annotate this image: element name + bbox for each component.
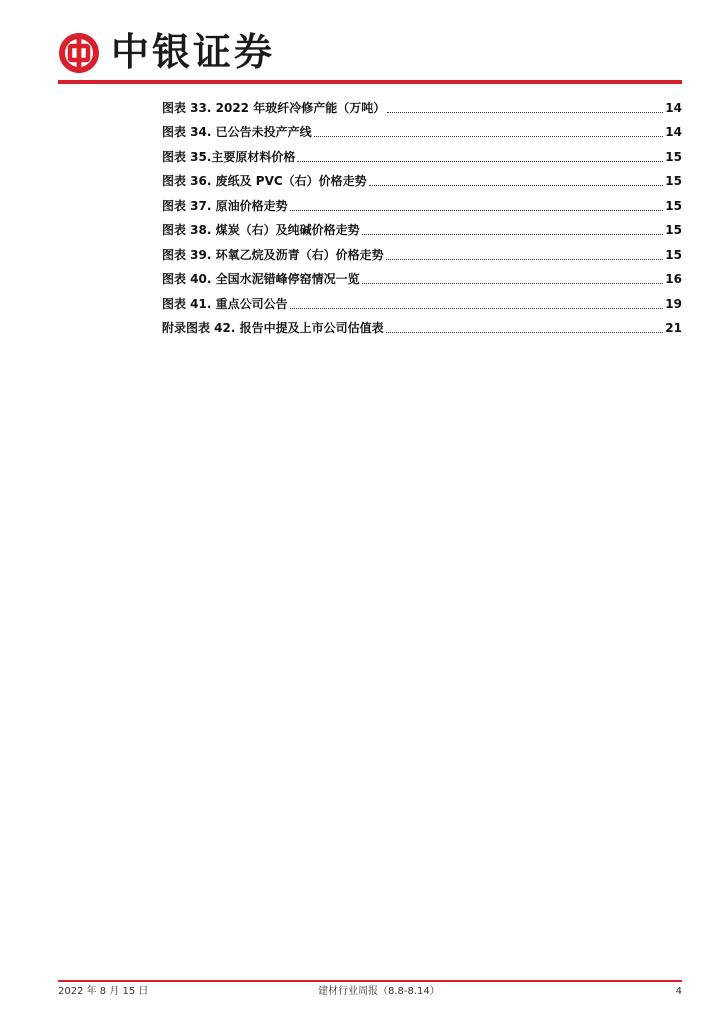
footer-report-title: 建材行业周报（8.8-8.14） <box>318 986 440 997</box>
toc-dot-leader <box>290 296 664 312</box>
toc-entry-page: 14 <box>665 125 682 139</box>
company-logo-text: 中银证券 <box>111 29 276 74</box>
toc-entry-title: 图表 37. 原油价格走势 <box>162 198 288 213</box>
toc-entry-title: 图表 38. 煤炭（右）及纯碱价格走势 <box>162 223 360 237</box>
toc-entry-title: 图表 33. 2022 年玻纤冷修产能（万吨） <box>162 100 386 115</box>
toc-entry[interactable] <box>162 165 682 190</box>
header-divider <box>58 80 682 84</box>
toc-dot-leader <box>314 124 664 140</box>
toc-entry-page: 19 <box>665 296 682 311</box>
toc-dot-leader <box>386 247 664 263</box>
toc-entry[interactable] <box>162 238 682 263</box>
toc-entry-page: 15 <box>665 198 682 213</box>
toc-entry-title: 图表 39. 环氧乙烷及沥青（右）价格走势 <box>162 247 384 262</box>
toc-entry-page: 15 <box>665 223 682 237</box>
toc-dot-leader <box>386 320 664 336</box>
footer-divider <box>58 980 682 982</box>
toc-entry[interactable] <box>162 263 682 288</box>
toc-entry[interactable] <box>162 189 682 214</box>
toc-entry-title: 附录图表 42. 报告中提及上市公司估值表 <box>162 321 384 335</box>
toc-dot-leader <box>362 222 664 238</box>
toc-entry-page: 16 <box>665 272 682 286</box>
toc-dot-leader <box>297 149 663 165</box>
toc-entry-page: 15 <box>665 247 682 262</box>
toc-entry[interactable] <box>162 140 682 165</box>
toc-entry-title: 图表 41. 重点公司公告 <box>162 296 288 311</box>
table-of-figures <box>162 91 682 336</box>
toc-entry[interactable] <box>162 214 682 239</box>
page-header <box>0 0 724 84</box>
bank-of-china-logo-icon <box>58 32 100 74</box>
toc-entry[interactable] <box>162 91 682 116</box>
toc-entry-title: 图表 40. 全国水泥错峰停窑情况一览 <box>162 272 360 286</box>
toc-entry[interactable] <box>162 116 682 141</box>
toc-dot-leader <box>290 198 664 214</box>
footer-date: 2022 年 8 月 15 日 <box>58 986 149 997</box>
toc-entry-page: 15 <box>665 149 682 164</box>
toc-entry[interactable] <box>162 287 682 312</box>
toc-entry-title: 图表 34. 已公告未投产产线 <box>162 125 312 139</box>
toc-dot-leader <box>387 100 663 116</box>
toc-entry[interactable] <box>162 312 682 337</box>
toc-entry-title: 图表 36. 废纸及 PVC（右）价格走势 <box>162 174 367 188</box>
toc-entry-title: 图表 35.主要原材料价格 <box>162 149 296 164</box>
toc-dot-leader <box>369 173 664 189</box>
toc-dot-leader <box>362 271 664 287</box>
footer-page-number: 4 <box>675 986 682 997</box>
toc-entry-page: 15 <box>665 174 682 188</box>
toc-entry-page: 21 <box>665 321 682 335</box>
toc-entry-page: 14 <box>665 100 682 115</box>
